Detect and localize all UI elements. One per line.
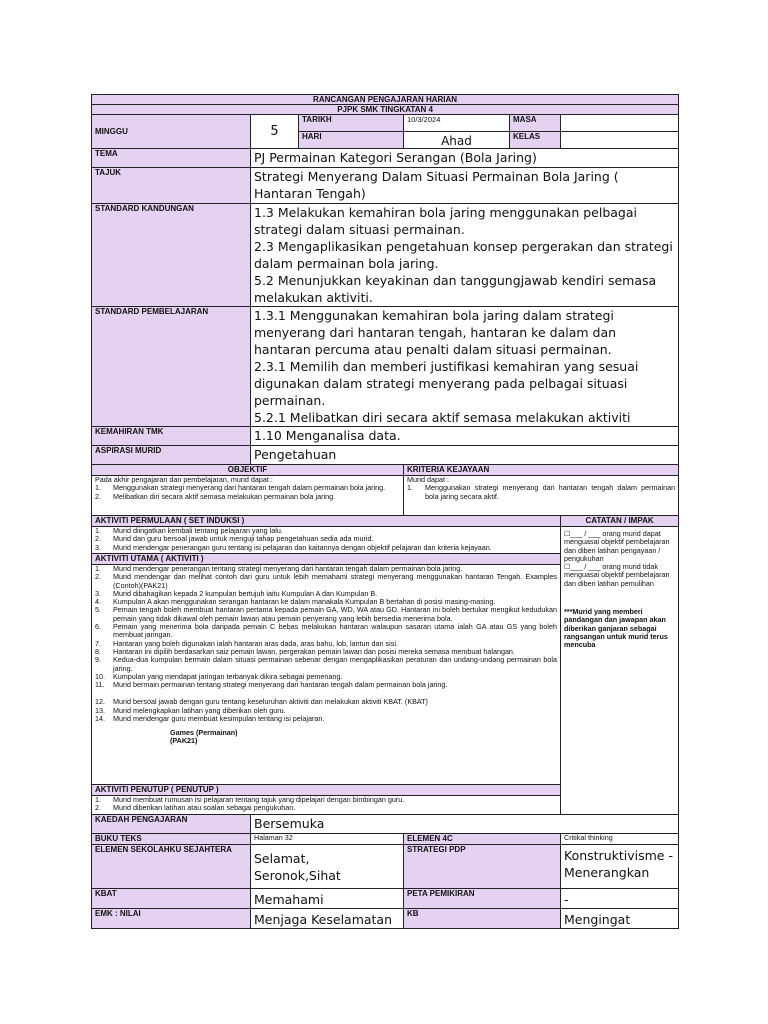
utama-content bbox=[92, 565, 561, 785]
emk-label: EMK : NILAI bbox=[92, 909, 251, 929]
list-item: 1. Murid membuat rumusan isi pelajaran tentang tajuk yang dipelajari dengan bimbingan guru. bbox=[95, 795, 405, 804]
standard-kandungan-label: STANDARD KANDUNGAN bbox=[92, 204, 251, 307]
sejahtera-label: ELEMEN SEKOLAHKU SEJAHTERA bbox=[92, 845, 251, 889]
catatan-line: ☐___ / ___ orang murid tidak menguasai objektif pembelajaran dan diberi latihan pemulihan bbox=[564, 562, 670, 588]
tarikh-value: 10/3/2024 bbox=[404, 115, 510, 132]
tema-value: PJ Permainan Kategori Serangan (Bola Jaring) bbox=[251, 149, 679, 168]
list-item: 2. Murid dan guru bersoal jawab untuk menguji tahap pengetahuan sedia ada murid. bbox=[95, 534, 374, 544]
document-subtitle: PJPK SMK TINGKATAN 4 bbox=[92, 105, 679, 115]
list-item: 14. Murid mendengar guru membuat kesimpulan tentang isi pelajaran. bbox=[95, 714, 325, 724]
tema-label: TEMA bbox=[92, 149, 251, 168]
catatan-line: ☐___ / ___ orang murid dapat menguasai objektif pembelajaran dan diberi latihan pengayaan / pengukuhan bbox=[564, 529, 670, 563]
sk-line: 5.2 Menunjukkan keyakinan dan tanggungjawab kendiri semasa melakukan aktiviti. bbox=[254, 273, 657, 305]
list-item: 4. Kumpulan A akan menggunakan serangan hantaran ke dalam manakala Kumpulan B bertahan di posisi masing-masing. bbox=[95, 597, 496, 607]
tarikh-label: TARIKH bbox=[299, 115, 404, 132]
permulaan-content bbox=[92, 527, 561, 554]
list-item: 1. Menggunakan strategi menyerang dari hantaran tengah dalam permainan bola jaring secara aktif. bbox=[407, 483, 676, 501]
minggu-label: MINGGU bbox=[92, 115, 251, 149]
standard-kandungan-value bbox=[251, 204, 679, 307]
kbat-value: Memahami bbox=[251, 889, 404, 909]
elemen4c-label: ELEMEN 4C bbox=[404, 834, 561, 845]
sejahtera-value: Selamat, Seronok,Sihat bbox=[251, 845, 404, 889]
list-item: 12. Murid bersoal jawab dengan guru tentang keseluruhan aktiviti dan melakukan aktiviti KBAT. (KBAT) bbox=[95, 697, 428, 707]
strategi-label: STRATEGI PDP bbox=[404, 845, 561, 889]
penutup-list bbox=[95, 796, 557, 813]
kemahiran-tmk-value: 1.10 Menganalisa data. bbox=[251, 427, 679, 446]
kaedah-value: Bersemuka bbox=[251, 815, 679, 834]
penutup-content bbox=[92, 796, 561, 815]
list-item: 1. Murid mendengar penerangan tentang strategi menyerang dari hantaran tengah dalam permainan bola jaring. bbox=[95, 564, 463, 573]
objektif-content bbox=[92, 476, 404, 516]
emk-value: Menjaga Keselamatan bbox=[251, 909, 404, 929]
kb-value: Mengingat bbox=[561, 909, 679, 929]
peta-label: PETA PEMIKIRAN bbox=[404, 889, 561, 909]
kriteria-list bbox=[407, 484, 675, 501]
objektif-intro: Pada akhir pengajaran dan pembelajaran, murid dapat : bbox=[95, 475, 273, 484]
hari-value: Ahad bbox=[404, 132, 510, 149]
lesson-plan-table bbox=[91, 94, 679, 929]
list-item: 13. Murid melengkapkan latihan yang diberikan oleh guru. bbox=[95, 705, 286, 715]
list-item: 2. Murid mendengar dan melihat contoh dari guru untuk lebih memahami strategi menyerang menggunakan hantaran Tengah. Examples (Contoh)(PAK21) bbox=[95, 572, 557, 590]
utama-header: AKTIVITI UTAMA ( AKTIVITI ) bbox=[92, 554, 561, 565]
objektif-header: OBJEKTIF bbox=[92, 465, 404, 476]
masa-value bbox=[561, 115, 679, 132]
tajuk-value: Strategi Menyerang Dalam Situasi Permainan Bola Jaring ( Hantaran Tengah) bbox=[251, 168, 679, 204]
document-title: RANCANGAN PENGAJARAN HARIAN bbox=[92, 95, 679, 105]
list-item: 5. Pemain tengah boleh membuat hantaran pertama kepada pemain GA, WD, WA atau GD. Hantaran ini boleh bertukar mengikut kedudukan pemain yang tidak dikawal oleh pemain lawan atau pemain penyerang yang lebih bersedia menerima bola. bbox=[95, 605, 557, 623]
kbat-label: KBAT bbox=[92, 889, 251, 909]
list-item: 8. Hantaran ini dipilih berdasarkan saiz pemain lawan, pergerakan pemain lawan dan posisi mereka semasa membuat halangan. bbox=[95, 646, 515, 656]
aspirasi-value: Pengetahuan bbox=[251, 446, 679, 465]
buku-label: BUKU TEKS bbox=[92, 834, 251, 845]
aspirasi-label: ASPIRASI MURID bbox=[92, 446, 251, 465]
catatan-note: ***Murid yang memberi pandangan dan jawapan akan diberikan ganjaran sebagai rangsangan untuk murid terus mencuba bbox=[564, 607, 668, 650]
kb-label: KB bbox=[404, 909, 561, 929]
list-item: 3. Murid dibahagikan kepada 2 kumpulan bertujuh iaitu Kumpulan A dan Kumpulan B. bbox=[95, 588, 378, 598]
buku-value: Halaman 32 bbox=[251, 834, 404, 845]
permulaan-header: AKTIVITI PERMULAAN ( SET INDUKSI ) bbox=[92, 516, 561, 527]
minggu-value: 5 bbox=[251, 115, 299, 149]
list-item: 2. Murid diberikan latihan atau soalan sebagai pengukuhan. bbox=[95, 803, 296, 813]
kriteria-content bbox=[404, 476, 679, 516]
strategi-value: Konstruktivisme - Menerangkan bbox=[561, 845, 679, 889]
list-item: 10. Kumpulan yang mendapat jaringan terbanyak dikira sebagai pemenang. bbox=[95, 671, 343, 681]
sp-line: 5.2.1 Melibatkan diri secara aktif semasa melakukan aktiviti bbox=[254, 410, 631, 425]
standard-pembelajaran-label: STANDARD PEMBELAJARAN bbox=[92, 307, 251, 427]
kriteria-intro: Murid dapat : bbox=[407, 475, 449, 484]
list-item: 11. Murid bermain permainan tentang strategi menyerang dari hantaran tengah dalam permainan bola jaring. bbox=[95, 680, 448, 690]
sk-line: 2.3 Mengaplikasikan pengetahuan konsep pergerakan dan strategi dalam permainan bola jaring. bbox=[254, 239, 673, 271]
lesson-plan bbox=[91, 94, 678, 929]
catatan-content bbox=[561, 527, 679, 815]
utama-list bbox=[95, 565, 557, 723]
objektif-list bbox=[95, 484, 400, 501]
list-item: 6. Pemain yang menerima bola daripada pemain C bebas melakukan hantaran walaupun sasaran utama ialah GA atau GS yang boleh membuat jaringan. bbox=[95, 622, 557, 640]
pak21-games-label: Games (Permainan) (PAK21) bbox=[170, 728, 238, 745]
list-item: 7. Hantaran yang boleh digunakan ialah hantaran aras dada, aras bahu, lob, lantun dan sisi. bbox=[95, 638, 398, 648]
kelas-value bbox=[561, 132, 679, 149]
list-item: 9. Kedua-dua kumpulan bermain dalam situasi permainan sebenar dengan mengaplikasikan peraturan dan undang-undang permainan bola jaring. bbox=[95, 655, 557, 673]
tajuk-label: TAJUK bbox=[92, 168, 251, 204]
list-item: 3. Murid mendengar penerangan guru tentang isi pelajaran dan kaitannya dengan objektif pelajaran dan kriteria kejayaan. bbox=[95, 542, 492, 552]
kaedah-label: KAEDAH PENGAJARAN bbox=[92, 815, 251, 834]
elemen4c-value: Critikal thinking bbox=[561, 834, 679, 845]
list-item: 1. Murid diingatkan kembali tentang pelajaran yang lalu. bbox=[95, 526, 283, 535]
catatan-header: CATATAN / IMPAK bbox=[561, 516, 679, 527]
sk-line: 1.3 Melakukan kemahiran bola jaring menggunakan pelbagai strategi dalam situasi permainan. bbox=[254, 205, 637, 237]
kriteria-header: KRITERIA KEJAYAAN bbox=[404, 465, 679, 476]
sp-line: 2.3.1 Memilih dan memberi justifikasi kemahiran yang sesuai digunakan dalam strategi menyerang pada pelbagai situasi permainan. bbox=[254, 359, 639, 408]
kemahiran-tmk-label: KEMAHIRAN TMK bbox=[92, 427, 251, 446]
sp-line: 1.3.1 Menggunakan kemahiran bola jaring dalam strategi menyerang dari hantaran tengah, hantaran ke dalam dan hantaran percuma atau penalti dalam situasi permainan. bbox=[254, 308, 617, 357]
kelas-label: KELAS bbox=[510, 132, 561, 149]
penutup-header: AKTIVITI PENUTUP ( PENUTUP ) bbox=[92, 785, 561, 796]
list-item: 2. Melibatkan diri secara aktif semasa melakukan permainan bola jaring. bbox=[95, 491, 336, 501]
hari-label: HARI bbox=[299, 132, 404, 149]
masa-label: MASA bbox=[510, 115, 561, 132]
list-item: 1. Menggunakan strategi menyerang dari hantaran tengah dalam permainan bola jaring. bbox=[95, 483, 386, 493]
peta-value: - bbox=[561, 889, 679, 909]
permulaan-list bbox=[95, 527, 557, 552]
standard-pembelajaran-value bbox=[251, 307, 679, 427]
